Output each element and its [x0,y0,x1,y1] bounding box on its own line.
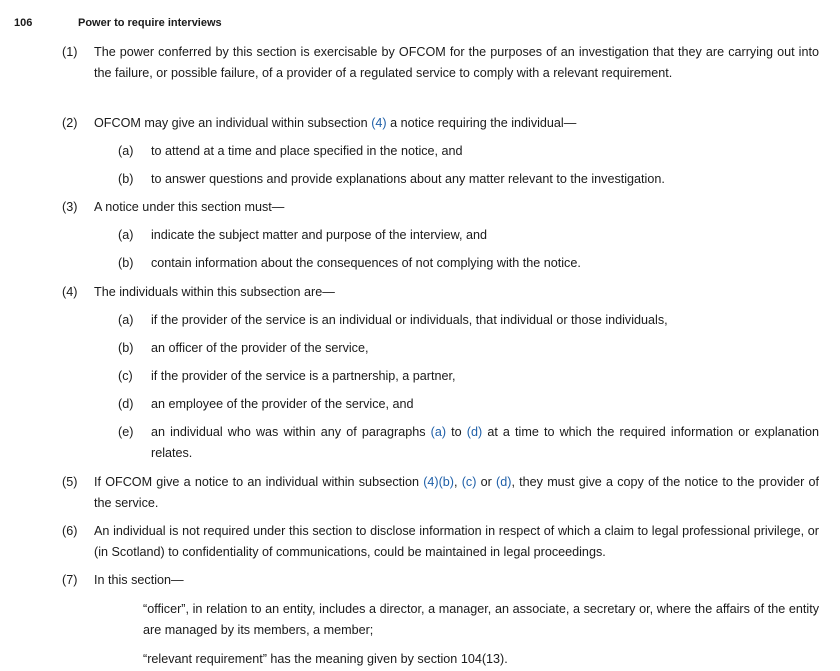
definition-relevant-requirement: “relevant requirement” has the meaning given by section 104(13). [143,652,508,666]
subsection-2-text-end: a notice requiring the individual— [386,116,577,130]
subsection-1-label: (1) [62,45,78,59]
subsection-2-text [94,113,819,134]
section-number: 106 [14,17,33,29]
subsection-6-label: (6) [62,524,78,538]
subsection-5-text-start: If OFCOM give a notice to an individual within subsection [94,475,424,489]
subsection-7-text: In this section— [94,573,184,587]
subsection-5-label: (5) [62,475,78,489]
subsection-5-sep1: , [454,475,462,489]
subsection-6-text: An individual is not required under this section to disclose information in respect of which a claim to legal professional privilege, or (in Scotland) to confidentiality of communications, could be maintained in legal proceedings. [94,524,819,559]
subsection-2-text-start: OFCOM may give an individual within subsection [94,116,372,130]
link-subsection-4[interactable]: (4) [371,116,387,130]
subsection-3-text: A notice under this section must— [94,200,285,214]
subsection-3b-text: contain information about the consequences of not complying with the notice. [151,256,581,270]
subsection-4-label: (4) [62,285,78,299]
subsection-4a-label: (a) [118,313,134,327]
subsection-3a-text: indicate the subject matter and purpose of the interview, and [151,228,488,242]
subsection-4e-text-end: at a time to which the required information or explanation relates. [151,425,819,460]
link-paragraph-d[interactable]: (d) [466,425,483,439]
subsection-2a-text: to attend at a time and place specified in the notice, and [151,144,463,158]
subsection-4c-text: if the provider of the service is a partnership, a partner, [151,369,456,383]
subsection-5-sep2: or [476,475,497,489]
subsection-4-text: The individuals within this subsection are— [94,285,335,299]
subsection-4b-label: (b) [118,341,134,355]
link-subsection-4c[interactable]: (c) [461,475,477,489]
subsection-4e-text-start: an individual who was within any of paragraphs [151,425,431,439]
link-subsection-4d[interactable]: (d) [496,475,512,489]
link-subsection-4b[interactable]: (4)(b) [423,475,454,489]
subsection-4a-text: if the provider of the service is an individual or individuals, that individual or those individuals, [151,313,668,327]
subsection-1-text: The power conferred by this section is exercisable by OFCOM for the purposes of an investigation that they are carrying out into the failure, or possible failure, of a provider of a regulated service to comply with a relevant requirement. [94,45,819,80]
subsection-3b-label: (b) [118,256,134,270]
subsection-2b-label: (b) [118,172,134,186]
subsection-2a-label: (a) [118,144,134,158]
subsection-5-text-end: , they must give a copy of the notice to the provider of the service. [94,475,820,510]
subsection-2b-text: to answer questions and provide explanations about any matter relevant to the investigation. [151,172,665,186]
subsection-4e-text [151,422,819,464]
section-title: Power to require interviews [78,17,222,29]
subsection-4d-text: an employee of the provider of the service, and [151,397,414,411]
link-paragraph-a[interactable]: (a) [430,425,447,439]
subsection-4b-text: an officer of the provider of the service, [151,341,369,355]
subsection-5-text [94,472,819,514]
subsection-4d-label: (d) [118,397,134,411]
subsection-2-label: (2) [62,116,78,130]
subsection-4e-label: (e) [118,425,134,439]
definition-officer: “officer”, in relation to an entity, includes a director, a manager, an associate, a secretary or, where the affairs of the entity are managed by its members, a member; [143,602,819,637]
subsection-4e-text-mid: to [446,425,467,439]
subsection-4c-label: (c) [118,369,133,383]
subsection-7-label: (7) [62,573,78,587]
subsection-3-label: (3) [62,200,78,214]
subsection-3a-label: (a) [118,228,134,242]
